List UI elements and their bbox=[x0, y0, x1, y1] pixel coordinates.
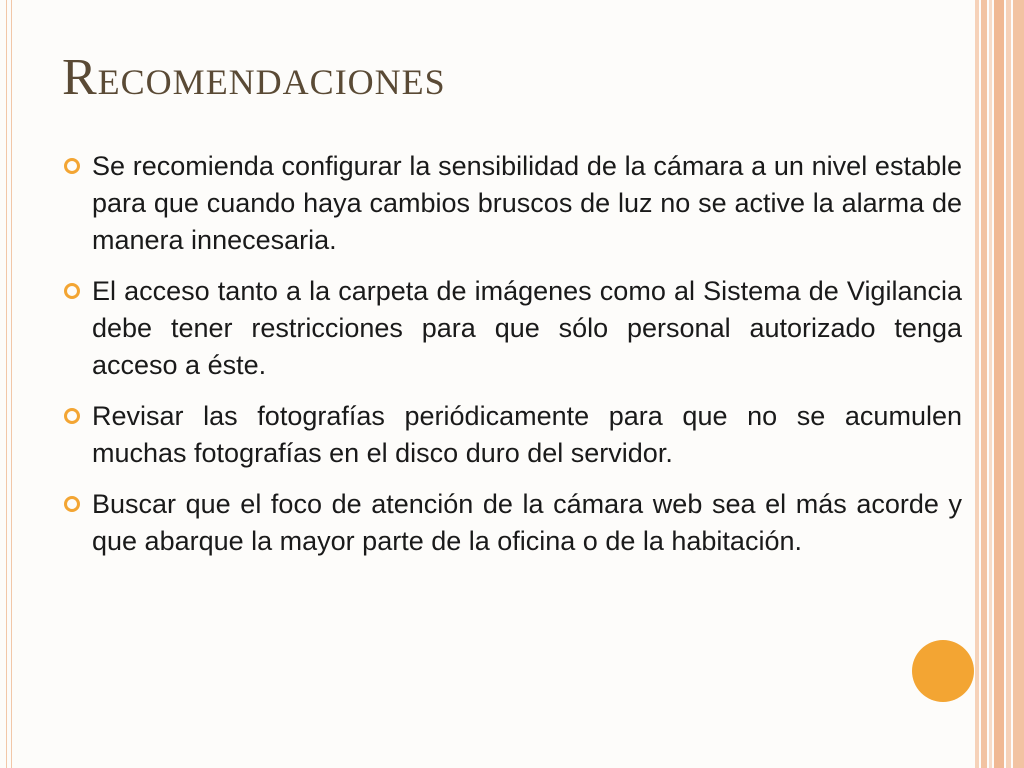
stripe bbox=[1006, 0, 1011, 768]
right-decorative-stripes bbox=[975, 0, 1024, 768]
stripe bbox=[994, 0, 1004, 768]
left-border-line bbox=[11, 0, 12, 768]
stripe bbox=[975, 0, 979, 768]
ring-bullet-icon bbox=[64, 408, 80, 424]
list-item bbox=[62, 273, 962, 384]
bullet-text: Se recomienda configurar la sensibilidad de la cámara a un nivel estable para que cuando haya cambios bruscos de luz no se active la alarma de manera innecesaria. bbox=[92, 151, 962, 255]
stripe bbox=[981, 0, 987, 768]
list-item bbox=[62, 398, 962, 472]
list-item bbox=[62, 486, 962, 560]
bullet-text: Buscar que el foco de atención de la cámara web sea el más acorde y que abarque la mayor parte de la oficina o de la habitación. bbox=[92, 489, 962, 556]
list-item bbox=[62, 148, 962, 259]
slide-title: Recomendaciones bbox=[62, 49, 446, 106]
left-border-line bbox=[6, 0, 7, 768]
orange-circle-decoration bbox=[912, 640, 974, 702]
ring-bullet-icon bbox=[64, 158, 80, 174]
stripe bbox=[989, 0, 992, 768]
stripe bbox=[1013, 0, 1024, 768]
bullet-list bbox=[62, 148, 962, 574]
ring-bullet-icon bbox=[64, 283, 80, 299]
ring-bullet-icon bbox=[64, 496, 80, 512]
bullet-text: Revisar las fotografías periódicamente para que no se acumulen muchas fotografías en el disco duro del servidor. bbox=[92, 401, 962, 468]
bullet-text: El acceso tanto a la carpeta de imágenes como al Sistema de Vigilancia debe tener restricciones para que sólo personal autorizado tenga acceso a éste. bbox=[92, 276, 962, 380]
